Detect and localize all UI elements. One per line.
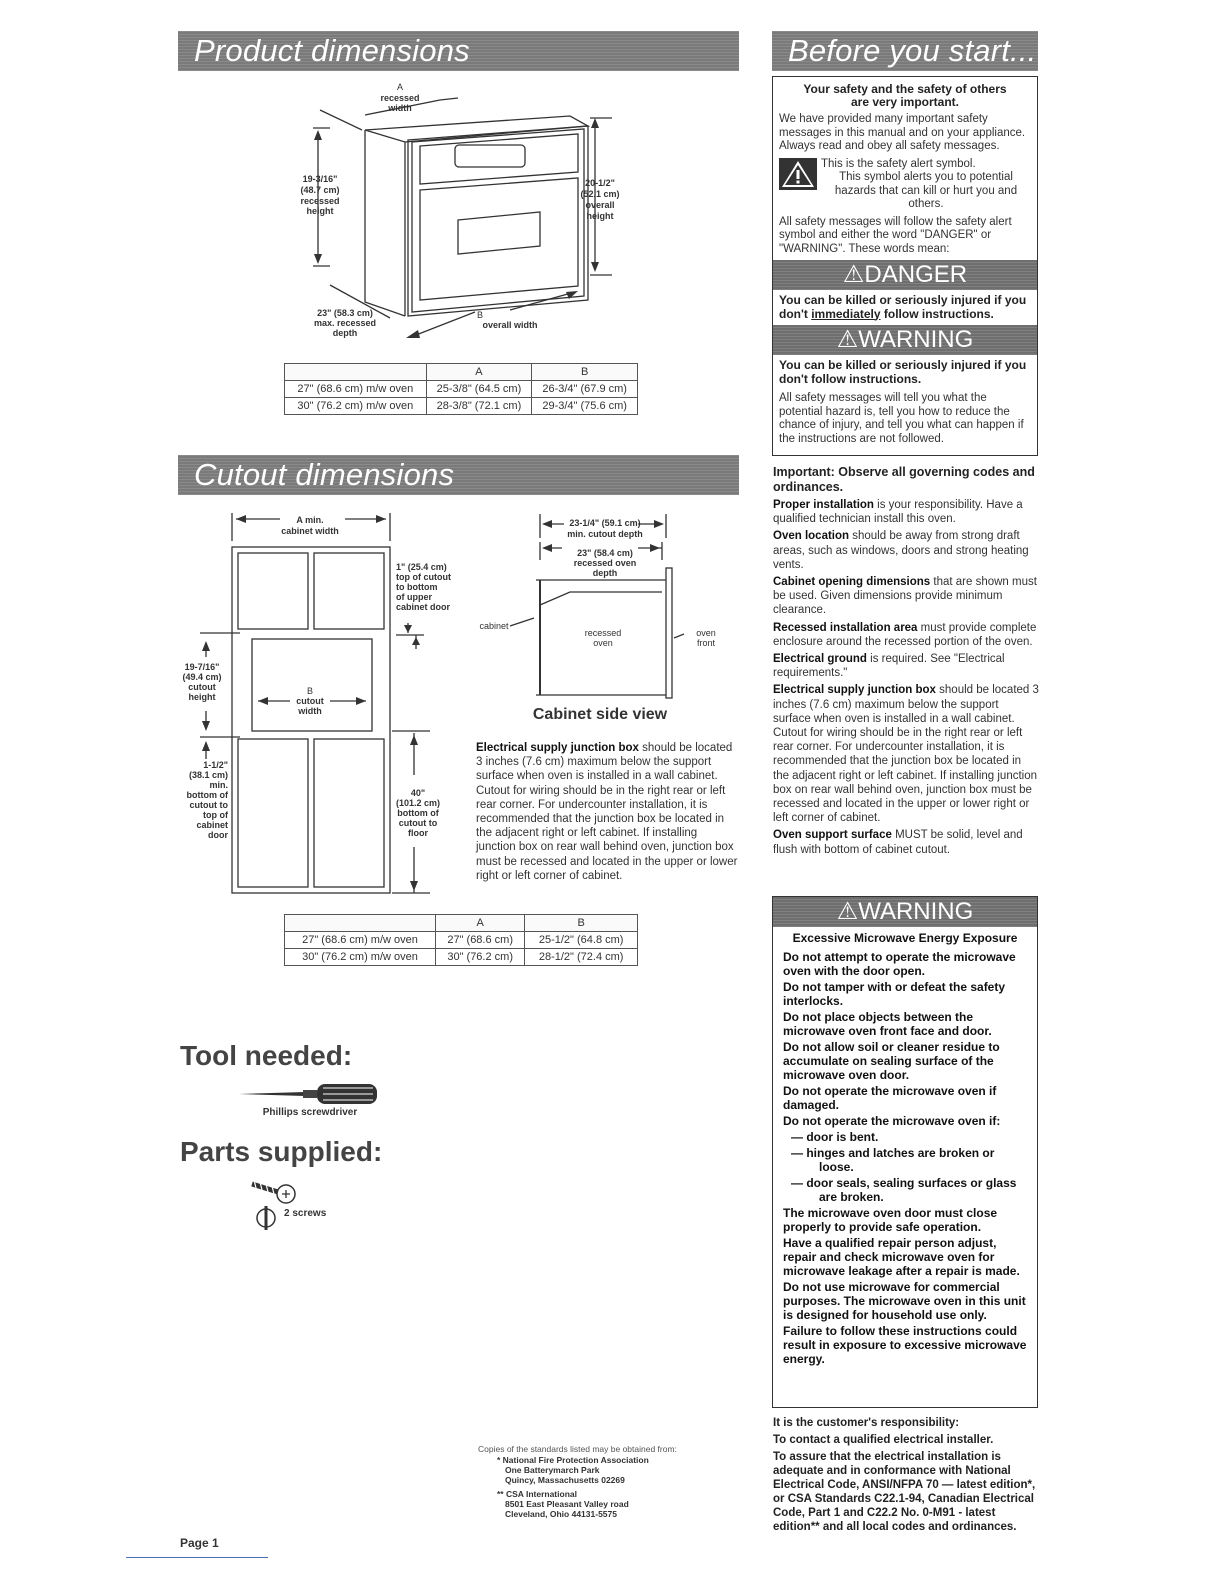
dim-cutout-height: (49.4 cm) — [182, 672, 222, 682]
install-item — [773, 575, 1039, 618]
dim-min-cutout-depth: min. cutout depth — [567, 529, 643, 539]
dim-a-min: cabinet width — [281, 526, 339, 536]
screws-label: 2 screws — [284, 1208, 327, 1219]
mw-warning-line: Do not operate the microwave oven if damaged. — [783, 1084, 997, 1112]
dim-cutout-height: height — [188, 692, 216, 702]
safety-explain: All safety messages will tell you what the potential hazard is, tell you how to reduce the chance of injury, and tell you what can happen if the instructions are not followed. — [779, 392, 1024, 445]
csa-line: 8501 East Pleasant Valley road — [505, 1499, 629, 1509]
dim-top-cutout: of upper — [396, 592, 432, 602]
install-item — [773, 652, 1039, 680]
customer-line: To contact a qualified electrical installer. — [773, 1434, 994, 1446]
install-requirements — [773, 465, 1039, 860]
dim-overall-height: 20-1/2" — [585, 178, 615, 188]
screwdriver-label: Phillips screwdriver — [262, 1107, 358, 1118]
dim-recessed-height: recessed — [300, 196, 340, 206]
install-item-text: should be located 3 inches (7.6 cm) maximum below the support surface when oven is installed in a wall cabinet. Cutout for wiring should be in the right rear or left rear corner. For undercounter installation, it is recommended that the junction box be located in the adjacent right or left cabinet. If installing junction box on rear wall behind oven, junction box must be recessed and located in the upper or lower right or left corner of cabinet. — [773, 684, 1039, 825]
cabinet-side-diagram — [470, 510, 710, 710]
dim-cutout-height: 19-7/16" — [184, 662, 220, 672]
dim-overall-width: overall width — [482, 320, 538, 330]
table-cell: B — [532, 364, 638, 381]
dim-b-letter: B — [306, 686, 313, 696]
oven-front-label: front — [696, 638, 715, 648]
dim-top-cutout: cabinet door — [396, 602, 451, 612]
table-cell: 25-3/8" (64.5 cm) — [426, 381, 532, 398]
mw-warning-line: Do not attempt to operate the microwave oven with the door open. — [783, 950, 1016, 978]
mw-warning-line: Failure to follow these instructions could result in exposure to excessive microwave energy. — [783, 1324, 1027, 1366]
install-item-term: Oven support surface — [773, 829, 892, 842]
mw-warning-subline: — door seals, sealing surfaces or glass are broken. — [791, 1176, 1017, 1204]
product-dimensions-table — [284, 363, 638, 415]
dim-cutout-width: width — [298, 706, 322, 716]
install-item — [773, 828, 1039, 856]
nfpa-line: * National Fire Protection Association — [497, 1455, 649, 1465]
dim-bottom-cutout: cabinet — [196, 820, 228, 830]
microwave-warning-box — [772, 896, 1038, 1408]
mw-warning-line: The microwave oven door must close properly to provide safe operation. — [783, 1206, 998, 1234]
dim-b-letter: B — [476, 310, 483, 320]
alert-symbol-desc: This symbol alerts you to potential hazards that can kill or hurt you and others. — [834, 171, 1018, 210]
screwdriver-icon — [235, 1078, 385, 1106]
dim-a-label: width — [388, 103, 412, 113]
table-cell — [285, 915, 436, 932]
table-cell: A — [435, 915, 524, 932]
dim-bottom-cutout: (38.1 cm) — [188, 770, 228, 780]
junction-box-text: should be located 3 inches (7.6 cm) maximum below the support surface when oven is installed in a wall cabinet. Cutout for wiring should be in the right rear or left rear corner. For undercounter installation, it is recommended that the junction box be located in the adjacent right or left cabinet. If installing junction box on rear wall behind oven, junction box must be recessed and located in the upper or lower right or left corner of cabinet. — [476, 742, 738, 882]
oven-front-label: oven — [696, 628, 716, 638]
mw-warning-title: Excessive Microwave Energy Exposure — [792, 931, 1018, 945]
install-item-term: Cabinet opening dimensions — [773, 576, 931, 589]
dim-bottom-cutout: bottom of — [186, 790, 228, 800]
mw-warning-content — [773, 927, 1037, 1366]
dim-max-depth: depth — [332, 328, 358, 338]
install-list — [773, 498, 1039, 857]
mw-warning-line: Have a qualified repair person adjust, repair and check microwave oven for microwave leakage after a repair is made. — [783, 1236, 1020, 1278]
dim-max-depth: max. recessed — [313, 318, 377, 328]
dim-recessed-height: 19-3/16" — [302, 174, 338, 184]
install-item — [773, 529, 1039, 572]
dim-recessed-depth: recessed oven — [573, 558, 637, 568]
install-item — [773, 498, 1039, 526]
install-item — [773, 683, 1039, 825]
safety-box — [772, 76, 1038, 456]
nfpa-address — [497, 1455, 649, 1485]
dim-floor: floor — [408, 828, 428, 838]
install-item-term: Recessed installation area — [773, 621, 918, 634]
safety-alert-icon — [779, 158, 817, 190]
install-heading: Important: Observe all governing codes and ordinances. — [773, 465, 1035, 494]
warning-banner: ⚠WARNING — [773, 325, 1037, 355]
danger-label: DANGER — [864, 261, 968, 288]
dim-floor: (101.2 cm) — [395, 798, 441, 808]
table-cell: 27" (68.6 cm) m/w oven — [285, 932, 436, 949]
standards-note: Copies of the standards listed may be obtained from: — [478, 1444, 677, 1454]
customer-line: To assure that the electrical installation is adequate and in conformance with National Electrical Code, ANSI/NFPA 70 — latest edition*, or CSA Standards C22.1-94, Canadian Electrical Code, Part 1 and C22.2 No. 0-M91 - latest edition** and all local codes and ordinances. — [773, 1451, 1036, 1533]
danger-banner: ⚠DANGER — [773, 260, 1037, 290]
nfpa-line: One Batterymarch Park — [505, 1465, 600, 1475]
before-you-start-banner: Before you start... — [772, 31, 1038, 71]
dim-floor: cutout to — [398, 818, 438, 828]
csa-address — [497, 1489, 629, 1519]
dim-bottom-cutout: 1-1/2" — [203, 760, 228, 770]
mw-warning-line: Do not allow soil or cleaner residue to accumulate on sealing surface of the microwave oven door. — [783, 1040, 1000, 1082]
dim-recessed-height: (48.7 cm) — [300, 185, 340, 195]
side-view-title: Cabinet side view — [532, 706, 668, 723]
table-cell: 26-3/4" (67.9 cm) — [532, 381, 638, 398]
dim-recessed-depth: 23" (58.4 cm) — [577, 548, 633, 558]
mw-warning-line: Do not use microwave for commercial purposes. The microwave oven in this unit is designed for household use only. — [783, 1280, 1026, 1322]
csa-line: Cleveland, Ohio 44131-5575 — [505, 1509, 617, 1519]
dim-top-cutout: to bottom — [396, 582, 438, 592]
table-cell: 28-3/8" (72.1 cm) — [426, 398, 532, 415]
tool-needed-heading: Tool needed: — [180, 1040, 353, 1071]
dim-overall-height: overall — [585, 200, 615, 210]
safety-intro: We have provided many important safety messages in this manual and on your appliance. Always read and obey all safety messages. — [779, 113, 1026, 152]
table-cell: A — [426, 364, 532, 381]
csa-line: ** CSA International — [497, 1489, 577, 1499]
cutout-dimensions-table — [284, 914, 638, 966]
table-cell: 29-3/4" (75.6 cm) — [532, 398, 638, 415]
alert-symbol-text: This is the safety alert symbol. — [821, 157, 976, 170]
table-cell: 30" (76.2 cm) m/w oven — [285, 949, 436, 966]
dim-a-min: A min. — [296, 515, 324, 525]
mw-warning-subline: — door is bent. — [791, 1130, 879, 1144]
mw-warning-subtext: door seals, sealing surfaces or glass are broken. — [806, 1176, 1017, 1204]
junction-box-term: Electrical supply junction box — [476, 742, 639, 754]
install-item-text: is required. See "Electrical requirements." — [773, 653, 1005, 680]
danger-text-a: You can be killed or seriously injured if you don't — [779, 293, 1027, 321]
dim-top-cutout: 1" (25.4 cm) — [396, 562, 447, 572]
install-item-term: Electrical ground — [773, 653, 867, 666]
cutout-dimensions-banner: Cutout dimensions — [178, 455, 739, 495]
mw-warning-subline: — hinges and latches are broken or loose. — [791, 1146, 995, 1174]
screw-icon — [248, 1176, 300, 1238]
junction-box-paragraph — [476, 741, 740, 883]
table-cell: 27" (68.6 cm) — [435, 932, 524, 949]
danger-text-b: follow instructions. — [880, 306, 994, 321]
recessed-oven-label: oven — [593, 638, 613, 648]
dim-overall-height: height — [586, 211, 614, 221]
table-cell: 27" (68.6 cm) m/w oven — [285, 381, 427, 398]
mw-warning-subtext: hinges and latches are broken or loose. — [806, 1146, 995, 1174]
warning-text: You can be killed or seriously injured if you don't follow instructions. — [779, 358, 1027, 386]
install-item-text: MUST be solid, level and flush with bottom of cabinet cutout. — [773, 829, 1023, 856]
dim-overall-height: (52.1 cm) — [580, 189, 620, 199]
dim-a-letter: A — [396, 82, 403, 92]
customer-line: It is the customer's responsibility: — [773, 1417, 960, 1429]
table-cell: 25-1/2" (64.8 cm) — [525, 932, 638, 949]
danger-text — [773, 290, 1037, 325]
danger-text-u: immediately — [811, 306, 881, 321]
dim-floor: bottom of — [397, 808, 439, 818]
install-item — [773, 621, 1039, 649]
mw-warning-label: WARNING — [858, 898, 974, 925]
dim-bottom-cutout: min. — [209, 780, 228, 790]
parts-supplied-heading: Parts supplied: — [180, 1136, 383, 1167]
table-cell: 30" (76.2 cm) — [435, 949, 524, 966]
recessed-oven-label: recessed — [584, 628, 622, 638]
install-item-text: that are shown must be used. Given dimensions provide minimum clearance. — [773, 576, 1037, 617]
page-number: Page 1 — [180, 1536, 219, 1550]
install-item-text: should be away from strong draft areas, such as windows, doors and strong heating vents. — [773, 530, 1029, 571]
table-cell — [285, 364, 427, 381]
dim-min-cutout-depth: 23-1/4" (59.1 cm) — [569, 518, 641, 528]
install-item-term: Electrical supply junction box — [773, 684, 936, 697]
safety-alert-row — [773, 154, 1037, 214]
dim-recessed-height: height — [306, 206, 334, 216]
table-cell: B — [525, 915, 638, 932]
nfpa-line: Quincy, Massachusetts 02269 — [505, 1475, 625, 1485]
dim-top-cutout: top of cutout — [396, 572, 451, 582]
warning-label: WARNING — [858, 326, 974, 353]
install-item-text: is your responsibility. Have a qualified technician install this oven. — [773, 499, 1023, 526]
safety-words-text: All safety messages will follow the safety alert symbol and either the word "DANGER" or "WARNING". These words mean: — [779, 215, 1012, 255]
dim-bottom-cutout: door — [208, 830, 228, 840]
mw-warning-banner: ⚠WARNING — [773, 897, 1037, 927]
footer-rule — [126, 1557, 268, 1558]
dim-recessed-depth: depth — [592, 568, 618, 578]
dim-bottom-cutout: cutout to — [189, 800, 228, 810]
dim-max-depth: 23" (58.3 cm) — [317, 308, 373, 318]
dim-cutout-width: cutout — [296, 696, 324, 706]
customer-responsibility — [773, 1416, 1039, 1534]
dim-floor: 40" — [410, 788, 426, 798]
product-dimensions-banner: Product dimensions — [178, 31, 739, 71]
mw-warning-line: Do not operate the microwave oven if: — [783, 1114, 1001, 1128]
safety-heading: Your safety and the safety of others are very important. — [803, 82, 1007, 109]
dim-cutout-height: cutout — [188, 682, 216, 692]
dim-bottom-cutout: top of — [203, 810, 228, 820]
table-cell: 28-1/2" (72.4 cm) — [525, 949, 638, 966]
install-item-text: must provide complete enclosure around the recessed portion of the oven. — [773, 621, 1037, 648]
mw-warning-line: Do not place objects between the microwave oven front face and door. — [783, 1010, 992, 1038]
install-item-term: Oven location — [773, 530, 850, 543]
cabinet-label: cabinet — [479, 621, 509, 631]
dim-a-label: recessed — [380, 93, 420, 103]
install-item-term: Proper installation — [773, 499, 874, 511]
table-cell: 30" (76.2 cm) m/w oven — [285, 398, 427, 415]
mw-warning-line: Do not tamper with or defeat the safety interlocks. — [783, 980, 1006, 1008]
mw-warning-subtext: door is bent. — [806, 1130, 879, 1144]
